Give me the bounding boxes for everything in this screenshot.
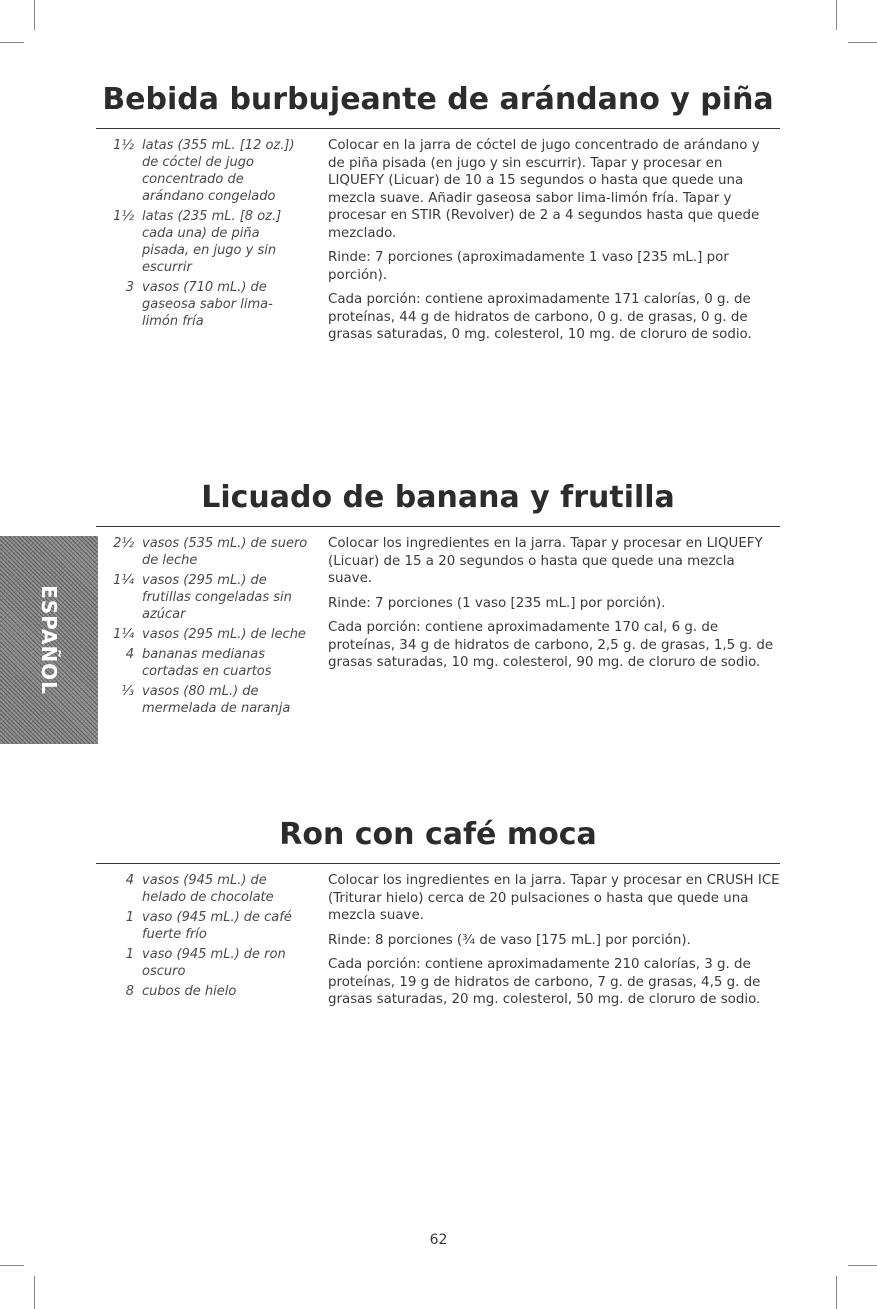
crop-mark <box>836 0 837 30</box>
yield-paragraph: Rinde: 7 porciones (1 vaso [235 mL.] por porción). <box>328 595 666 611</box>
crop-mark <box>34 1276 35 1309</box>
ingredient-item: 1¼ vasos (295 mL.) de frutillas congeladas sin azúcar <box>113 573 292 622</box>
ingredient-item: 1¼ vasos (295 mL.) de leche <box>113 627 306 642</box>
ingredients-list <box>96 137 308 351</box>
instructions <box>328 535 780 720</box>
recipe-title: Bebida burbujeante de arándano y piña <box>102 82 774 117</box>
crop-mark <box>848 1265 877 1266</box>
ingredient-item: 8 cubos de hielo <box>125 984 237 999</box>
ingredient-item: ⅓ vasos (80 mL.) de mermelada de naranja <box>121 684 291 716</box>
crop-mark <box>34 0 35 30</box>
ingredients-list <box>96 535 308 720</box>
ingredient-item: 2½ vasos (535 mL.) de suero de leche <box>113 536 308 568</box>
instructions <box>328 872 780 1016</box>
yield-paragraph: Rinde: 8 porciones (¾ de vaso [175 mL.] por porción). <box>328 932 691 948</box>
instructions <box>328 137 780 351</box>
instructions-paragraph: Colocar los ingredientes en la jarra. Tapar y procesar en CRUSH ICE (Triturar hielo) cerca de 20 pulsaciones o hasta que quede una mezcla suave. <box>328 873 780 923</box>
instructions-paragraph: Colocar en la jarra de cóctel de jugo concentrado de arándano y de piña pisada (en jugo y sin escurrir). Tapar y procesar en LIQUEFY (Licuar) de 10 a 15 segundos o hasta que quede una mezcla suave. Añadir gaseosa sabor lima-limón fría. Tapar y procesar en STIR (Revolver) de 2 a 4 segundos hasta que quede mezclado. <box>328 138 760 241</box>
ingredient-item: 1 vaso (945 mL.) de café fuerte frío <box>125 910 292 942</box>
crop-mark <box>836 1276 837 1309</box>
recipe-title: Ron con café moca <box>279 817 597 852</box>
ingredients-list <box>96 872 308 1016</box>
ingredient-item: 4 vasos (945 mL.) de helado de chocolate <box>125 873 274 905</box>
crop-mark <box>0 1265 24 1266</box>
recipe-title: Licuado de banana y frutilla <box>201 480 675 515</box>
ingredient-item: 3 vasos (710 mL.) de gaseosa sabor lima-limón fría <box>125 280 273 329</box>
ingredient-item: 4 bananas medianas cortadas en cuartos <box>125 647 272 679</box>
instructions-paragraph: Colocar los ingredientes en la jarra. Tapar y procesar en LIQUEFY (Licuar) de 15 a 20 segundos o hasta que quede una mezcla suave. <box>328 536 763 586</box>
title-divider <box>96 128 780 129</box>
ingredient-item: 1 vaso (945 mL.) de ron oscuro <box>125 947 286 979</box>
nutrition-paragraph: Cada porción: contiene aproximadamente 210 calorías, 3 g. de proteínas, 19 g de hidratos de carbono, 7 g. de grasas, 4,5 g. de grasas saturadas, 20 mg. colesterol, 50 mg. de cloruro de sodio. <box>328 957 761 1007</box>
nutrition-paragraph: Cada porción: contiene aproximadamente 171 calorías, 0 g. de proteínas, 44 g de hidratos de carbono, 0 g. de grasas, 0 g. de grasas saturadas, 0 mg. colesterol, 10 mg. de cloruro de sodio. <box>328 292 752 342</box>
title-divider <box>96 526 780 527</box>
crop-mark <box>0 42 24 43</box>
recipe-rum-mocha <box>96 815 780 1016</box>
ingredient-item: 1½ latas (355 mL. [12 oz.]) de cóctel de jugo concentrado de arándano congelado <box>113 138 295 204</box>
recipe-cranberry-pineapple <box>96 80 780 351</box>
language-side-tab-label: ESPAÑOL <box>37 585 61 695</box>
page-number: 62 <box>429 1232 448 1248</box>
title-divider <box>96 863 780 864</box>
ingredient-item: 1½ latas (235 mL. [8 oz.] cada una) de piña pisada, en jugo y sin escurrir <box>113 209 282 275</box>
nutrition-paragraph: Cada porción: contiene aproximadamente 170 cal, 6 g. de proteínas, 34 g de hidratos de carbono, 2,5 g. de grasas, 1,5 g. de grasas saturadas, 10 mg. colesterol, 90 mg. de cloruro de sodio. <box>328 620 774 670</box>
yield-paragraph: Rinde: 7 porciones (aproximadamente 1 vaso [235 mL.] por porción). <box>328 250 729 283</box>
recipe-banana-strawberry <box>96 478 780 720</box>
crop-mark <box>848 42 877 43</box>
